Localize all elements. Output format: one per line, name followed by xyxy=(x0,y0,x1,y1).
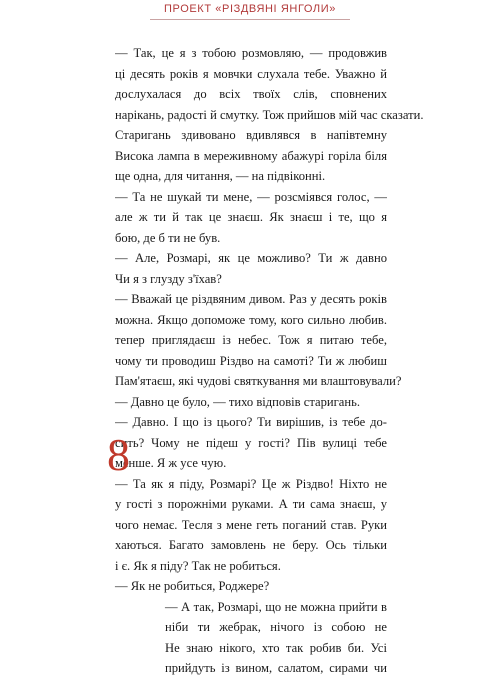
text-line: — Та не шукай ти мене, — розсміявся голос, — xyxy=(115,189,387,204)
text-line: можна. Якщо допоможе тому, кого сильно любив. xyxy=(115,312,387,327)
text-line: але ж ти й так це знаєш. Як знаєш і те, що я xyxy=(115,210,387,224)
project-title: ПРОЕКТ «РІЗДВЯНІ ЯНГОЛИ» xyxy=(164,3,336,15)
text-line: ніби ти жебрак, нічого із собою не xyxy=(165,620,387,634)
text-line: — Давно це було, — тихо відповів старигань. xyxy=(115,394,361,409)
body-text xyxy=(115,43,424,679)
text-line: тепер приглядаєш із небес. Тож я питаю тебе, xyxy=(115,333,387,347)
text-line: дослухалася до всіх твоїх слів, сповнених xyxy=(115,87,387,101)
text-line: Пам'ятаєш, які чудові святкування ми влаштовували? xyxy=(115,374,402,388)
text-line: у гості з порожніми руками. А ти сама знаєш, у xyxy=(115,497,387,511)
text-line: — Але, Розмарі, як це можливо? Ти ж давно xyxy=(115,251,387,265)
text-line: — Так, це я з тобою розмовляю, — продовжив xyxy=(115,46,387,60)
text-line: сить? Чому не підеш у гості? Пів вулиці тебе xyxy=(115,435,387,450)
header-rule xyxy=(150,19,350,20)
text-line: — Як не робиться, Роджере? xyxy=(115,579,270,593)
text-line: чому ти проводиш Різдво на самоті? Ти ж любиш xyxy=(115,353,387,368)
text-line: Висока лампа в мереживному абажурі горіла біля xyxy=(115,148,387,163)
text-line: Старигань здивовано вдивлявся в напівтемну xyxy=(115,128,387,142)
text-line: Не знаю нікого, хто так робив би. Усі xyxy=(165,640,387,655)
text-line: чого немає. Тесля з мене геть поганий став. Руки xyxy=(115,517,387,532)
text-line: прийдуть із вином, салатом, сирами чи xyxy=(165,661,387,675)
text-line: хаються. Багато замовлень не беру. Ось тільки xyxy=(115,538,387,552)
text-line: менше. Я ж усе чую. xyxy=(115,456,227,470)
text-line: Чи я з глузду з'їхав? xyxy=(115,271,222,286)
text-line: бою, де б ти не був. xyxy=(115,230,221,245)
text-line: нарікань, радості й смутку. Тож прийшов мій час сказати. xyxy=(115,107,424,122)
text-line: — Вважай це різдвяним дивом. Раз у десять років xyxy=(115,292,387,306)
text-line: — А так, Розмарі, що не можна прийти в xyxy=(165,599,387,614)
text-line: ще одна, для читання, — на підвіконні. xyxy=(115,169,326,183)
running-header xyxy=(0,0,500,20)
text-line: — Та як я піду, Розмарі? Це ж Різдво! Ніхто не xyxy=(115,476,387,491)
text-line: ці десять років я мовчки слухала тебе. Уважно й xyxy=(115,66,387,81)
page-number: 8 xyxy=(107,429,130,480)
text-line: — Давно. І що із цього? Ти вирішив, із тебе до- xyxy=(115,415,387,429)
text-line: і є. Як я піду? Так не робиться. xyxy=(115,558,281,573)
